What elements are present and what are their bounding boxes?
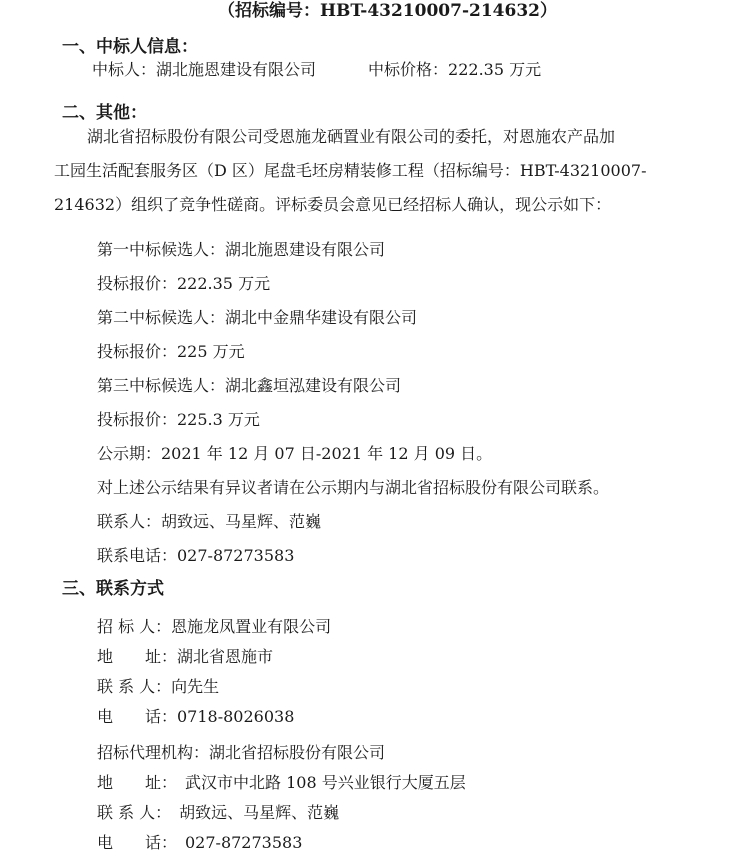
second-candidate-bid: 投标报价：225 万元 [97, 342, 245, 361]
agency-address: 地 址： 武汉市中北路 108 号兴业银行大厦五层 [97, 773, 466, 792]
paragraph-line-1: 湖北省招标股份有限公司受恩施龙硒置业有限公司的委托，对恩施农产品加 [87, 127, 616, 146]
agency: 招标代理机构：湖北省招标股份有限公司 [97, 743, 386, 762]
tenderer-address: 地 址：湖北省恩施市 [97, 647, 274, 666]
paragraph-line-2: 工园生活配套服务区（D 区）尾盘毛坯房精装修工程（招标编号：HBT-43210007- [54, 161, 647, 180]
section-heading-winner-info: 一、中标人信息： [62, 37, 198, 57]
tenderer: 招 标 人：恩施龙凤置业有限公司 [97, 617, 332, 636]
third-candidate: 第三中标候选人：湖北鑫垣泓建设有限公司 [97, 376, 402, 395]
publicity-period: 公示期：2021 年 12 月 07 日-2021 年 12 月 09 日。 [97, 444, 493, 463]
price-value: 222.35 万元 [448, 60, 542, 79]
price-label: 中标价格： [368, 60, 449, 79]
agency-phone: 电 话： 027-87273583 [97, 833, 303, 852]
paragraph-line-3: 214632）组织了竞争性磋商。评标委员会意见已经招标人确认，现公示如下： [54, 195, 612, 214]
first-candidate-bid: 投标报价：222.35 万元 [97, 274, 271, 293]
first-candidate: 第一中标候选人：湖北施恩建设有限公司 [97, 240, 386, 259]
tenderer-phone: 电 话：0718-8026038 [97, 707, 295, 726]
winner-label: 中标人： [92, 60, 157, 79]
tenderer-contact: 联 系 人：向先生 [97, 677, 220, 696]
third-candidate-bid: 投标报价：225.3 万元 [97, 410, 260, 429]
section-heading-other: 二、其他： [62, 103, 147, 123]
document-title: （招标编号：HBT-43210007-214632） [218, 1, 557, 21]
objection-notice: 对上述公示结果有异议者请在公示期内与湖北省招标股份有限公司联系。 [97, 478, 610, 497]
contact-phone: 联系电话：027-87273583 [97, 546, 295, 565]
contact-persons: 联系人：胡致远、马星辉、范巍 [97, 512, 322, 531]
agency-contact: 联 系 人： 胡致远、马星辉、范巍 [97, 803, 340, 822]
second-candidate: 第二中标候选人：湖北中金鼎华建设有限公司 [97, 308, 418, 327]
winner-info-line [92, 59, 541, 81]
winner-name: 湖北施恩建设有限公司 [156, 60, 317, 79]
section-heading-contact: 三、联系方式 [62, 579, 164, 599]
